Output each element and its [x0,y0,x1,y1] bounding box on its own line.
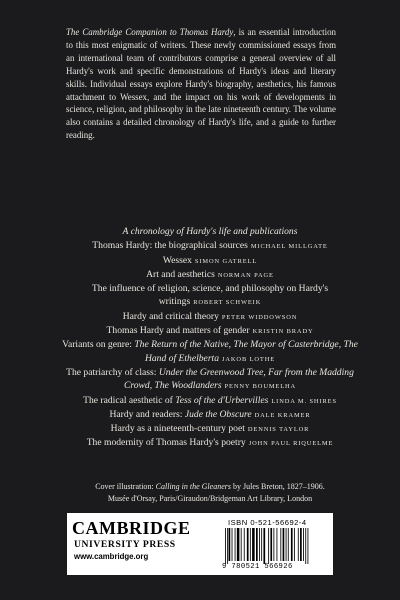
entry-author: MICHAEL MILLGATE [250,243,328,251]
contents-entry [60,422,360,436]
barcode-bar [303,528,304,561]
entry-author: PETER WIDDOWSON [221,313,298,321]
barcode-bar [288,528,289,561]
contents-entry [60,282,360,310]
barcode-bar [247,528,249,561]
barcode-bar [241,528,242,561]
barcode-bar [280,528,281,561]
contents-entry [60,338,360,366]
entry-title: Hardy and readers: [109,408,185,420]
contents-entry [60,268,360,282]
entry-title: Thomas Hardy: the biographical sources [92,240,248,252]
barcode-bar [298,528,299,561]
entry-title: Hardy as a nineteenth-century poet [110,423,245,435]
blurb-book-title: The Cambridge Companion to Thomas Hardy [66,27,234,37]
entry-italic-title: Jude the Obscure [184,408,252,420]
barcode-bar [273,528,274,561]
barcode-bar [308,528,309,564]
entry-author: JOHN PAUL RIQUELME [248,440,334,448]
barcode-bar [227,528,228,564]
entry-title: The radical aesthetic of [83,394,176,406]
table-of-contents [60,225,360,451]
credit-line-1 [60,481,360,493]
barcode-bar [291,528,293,561]
contents-entry [60,254,360,268]
contents-entry [60,324,360,338]
entry-italic-title: Tess of the d'Urbervilles [175,394,269,406]
entry-author: JAKOB LOTHE [222,355,276,363]
entry-italic-title: Under the Greenwood Tree, Far from the Madding Crowd, The Woodlanders [123,366,354,392]
entry-author: LINDA M. SHIRES [271,397,337,405]
barcode-bar [277,528,278,561]
contents-entry [60,408,360,422]
barcode-bar [261,528,262,561]
entry-title: The modernity of Thomas Hardy's poetry [86,437,246,449]
barcode-bar [283,528,285,561]
entry-title: The influence of religion, science, and philosophy on Hardy's writings [91,283,329,308]
publisher-logo-subtitle: UNIVERSITY PRESS [74,539,176,550]
entry-italic-title: The Return of the Native, The Mayor of Casterbridge, The Hand of Ethelberta [134,339,358,364]
contents-entry [60,366,360,394]
barcode-bar [252,528,255,561]
barcode-bar [286,528,287,561]
publisher-logo-name: CAMBRIDGE [72,518,191,538]
barcode-bar [259,528,260,561]
entry-author: ROBERT SCHWEIK [193,299,262,307]
barcode-digits: 9 780521 566926 [222,563,293,571]
barcode-bar [229,528,231,561]
publisher-url: www.cambridge.org [74,552,149,561]
entry-author: KRISTIN BRADY [252,328,314,336]
contents-entry [60,310,360,324]
credit-artist: by Jules Breton, 1827–1906. [230,482,325,491]
entry-title: The patriarchy of class: [66,366,159,378]
entry-title: Wessex [162,254,192,266]
barcode [223,528,333,564]
barcode-bar [263,528,265,564]
credit-prefix: Cover illustration: [95,482,156,491]
entry-author: DENNIS TAYLOR [247,426,310,434]
cover-illustration-credit [60,481,360,504]
barcode-bar [256,528,258,561]
barcode-bar [225,528,226,564]
contents-entry [60,239,360,253]
isbn-label: ISBN 0-521-56692-4 [228,518,307,527]
credit-painting-title: Calling in the Gleaners [155,482,231,491]
barcode-bar [237,528,240,561]
contents-heading: A chronology of Hardy's life and publications [122,226,298,237]
barcode-bar [244,528,245,561]
back-cover-blurb [66,26,336,142]
entry-title: Art and aesthetics [146,268,215,280]
barcode-bar [250,528,251,561]
contents-entry [60,436,360,450]
blurb-text: , is an essential introduction to this most enigmatic of writers. These newly commissioned essays from an international team of contributors comprise a general overview of all Hardy's work and specific demonstrations of Hardy's ideas and literary skills. Individual essays explore Hardy's biography, aesthetics, his famous attachment to Wessex, and the impact on his work of developments in science, religion, and philosophy in the late nineteenth century. The volume also contains a detailed chronology of Hardy's life, and a guide to further reading. [66,27,336,141]
credit-line-2: Musée d'Orsay, Paris/Giraudon/Bridgeman Art Library, London [107,493,313,503]
barcode-bar [268,528,269,564]
contents-entry [60,394,360,408]
barcode-bar [270,528,272,561]
entry-author: SIMON GATRELL [194,257,258,265]
entry-title: Thomas Hardy and matters of gender [106,325,250,337]
entry-author: DALE KRAMER [254,411,311,419]
contents-entries [60,239,360,450]
publisher-barcode-panel [67,513,333,575]
barcode-bar [305,528,306,564]
entry-author: PENNY BOUMELHA [224,383,297,391]
barcode-bar [235,528,236,561]
entry-title: Hardy and critical theory [122,310,219,322]
entry-author: NORMAN PAGE [217,271,274,279]
barcode-bar [300,528,302,561]
barcode-bar [294,528,295,561]
barcode-bar [232,528,233,561]
entry-title: Variants on genre: [62,339,135,351]
